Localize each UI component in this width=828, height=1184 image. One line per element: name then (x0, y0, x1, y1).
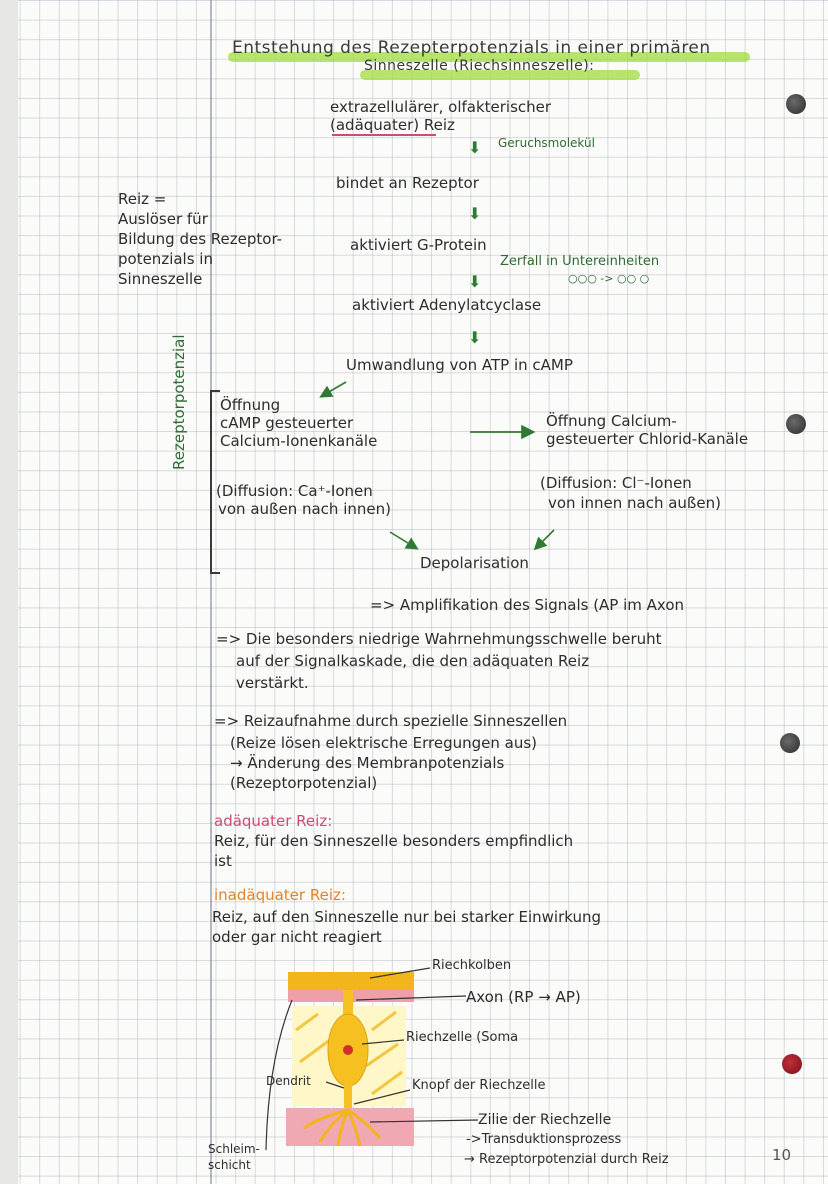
left-note-4: potenzials in (118, 250, 213, 268)
inadequate-text-2: oder gar nicht reagiert (212, 928, 382, 946)
subunits-note-2: ○○○ -> ○○ ○ (568, 272, 650, 285)
note2-line1: => Reizaufnahme durch spezielle Sinneszellen (214, 712, 568, 730)
arrow-down-4: ⬇ (468, 328, 482, 347)
label-cilia: Zilie der Riechzelle (478, 1112, 612, 1128)
left-box-3: Calcium-Ionenkanäle (220, 432, 378, 450)
inadequate-heading: inadäquater Reiz: (214, 886, 346, 904)
label-dendrite: Dendrit (266, 1074, 311, 1088)
left-diffusion-1: (Diffusion: Ca⁺-Ionen (216, 482, 373, 500)
inadequate-text-1: Reiz, auf den Sinneszelle nur bei starker Einwirkung (212, 908, 602, 926)
cascade-step1-line2: (adäquater) Reiz (330, 116, 455, 134)
subunits-note-1: Zerfall in Untereinheiten (500, 254, 660, 269)
page-title: Entstehung des Rezepterpotenzials in einer primären (232, 38, 711, 58)
cascade-step4: aktiviert Adenylatcyclase (352, 296, 542, 314)
right-box-2: gesteuerter Chlorid-Kanäle (546, 430, 749, 448)
label-bulb: Riechkolben (432, 958, 512, 973)
page-subtitle: Sinneszelle (Riechsinneszelle): (364, 58, 595, 74)
note1-line1: => Die besonders niedrige Wahrnehmungsschwelle beruht (216, 630, 662, 648)
cascade-step1-line1: extrazellulärer, olfakterischer (330, 98, 552, 116)
bulb-shape (288, 972, 414, 992)
note1-line3: verstärkt. (236, 674, 309, 692)
label-knob: Knopf der Riechzelle (412, 1078, 546, 1093)
adequate-text-1: Reiz, für den Sinneszelle besonders empfindlich (214, 832, 574, 850)
arrow-down-1: ⬇ (468, 138, 482, 157)
arrow-down-2: ⬇ (468, 204, 482, 223)
right-diffusion-2: von innen nach außen) (548, 494, 721, 512)
left-box-1: Öffnung (220, 396, 281, 414)
adequate-text-2: ist (214, 852, 232, 870)
left-note-3: Bildung des Rezeptor- (118, 230, 283, 248)
note2-line3: → Änderung des Membranpotenzials (230, 754, 505, 772)
left-note-1: Reiz = (118, 190, 167, 208)
depolarisation: Depolarisation (420, 554, 529, 572)
amplification-line: => Amplifikation des Signals (AP im Axon (370, 596, 685, 614)
arrow-down-3: ⬇ (468, 272, 482, 291)
nucleus-shape (343, 1045, 353, 1055)
note2-line4: (Rezeptorpotenzial) (230, 774, 378, 792)
adequate-heading: adäquater Reiz: (214, 812, 333, 830)
label-axon: Axon (RP → AP) (466, 988, 581, 1006)
cascade-step3: aktiviert G-Protein (350, 236, 487, 254)
label-rp: → Rezeptorpotenzial durch Reiz (464, 1152, 669, 1167)
left-box-2: cAMP gesteuerter (220, 414, 354, 432)
left-diffusion-2: von außen nach innen) (218, 500, 391, 518)
label-cell: Riechzelle (Soma (406, 1030, 519, 1045)
cascade-step2: bindet an Rezeptor (336, 174, 479, 192)
right-box-1: Öffnung Calcium- (546, 412, 677, 430)
label-mucus-2: schicht (208, 1158, 251, 1172)
cascade-step5: Umwandlung von ATP in cAMP (346, 356, 573, 374)
right-diffusion-1: (Diffusion: Cl⁻-Ionen (540, 474, 692, 492)
label-mucus-1: Schleim- (208, 1142, 260, 1156)
note1-line2: auf der Signalkaskade, die den adäquaten Reiz (236, 652, 590, 670)
odor-molecule-note: Geruchsmolekül (498, 136, 595, 150)
page-number: 10 (772, 1146, 792, 1164)
left-note-5: Sinneszelle (118, 270, 203, 288)
note2-line2: (Reize lösen elektrische Erregungen aus) (230, 734, 537, 752)
dendrite-shape (344, 1084, 352, 1110)
label-transduction: ->Transduktionsprozess (466, 1132, 622, 1147)
receptor-potential-label: Rezeptorpotenzial (170, 334, 188, 470)
left-note-2: Auslöser für (118, 210, 208, 228)
